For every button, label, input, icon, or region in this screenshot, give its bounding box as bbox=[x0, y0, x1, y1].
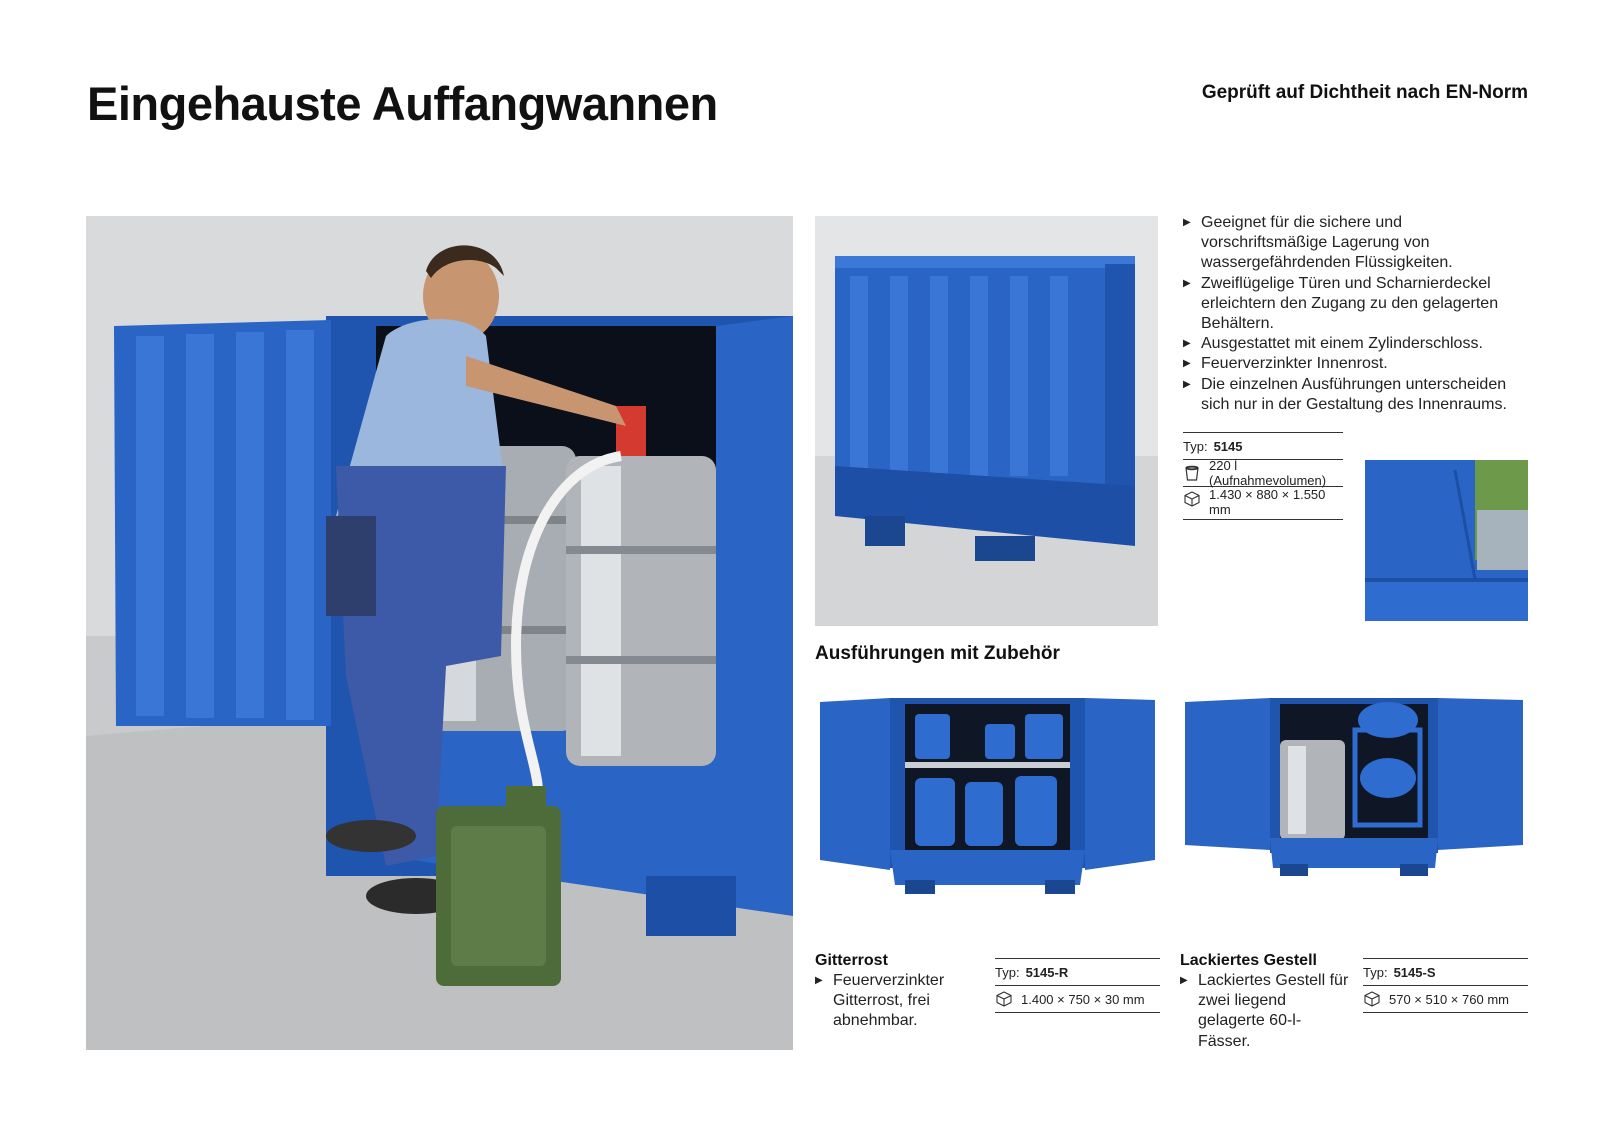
lid-detail-photo bbox=[1365, 460, 1528, 621]
spec-type-label: Typ: bbox=[1363, 964, 1388, 980]
variant-bullets bbox=[815, 971, 985, 1032]
variant-spec-gestell bbox=[1363, 958, 1528, 1013]
cube-icon bbox=[1363, 990, 1381, 1008]
feature-item: ▶ Zweiflügelige Türen und Scharnierdeckel erleichtern den Zugang zu den gelagerten Behältern. bbox=[1183, 274, 1528, 335]
spec-dimensions-value: 1.400 × 750 × 30 mm bbox=[1021, 991, 1145, 1007]
variant-photo-gestell bbox=[1180, 690, 1528, 908]
hero-photo bbox=[86, 216, 793, 1050]
spec-type-value: 5145-S bbox=[1393, 964, 1436, 980]
spec-volume-value: 220 l (Aufnahmevolumen) bbox=[1209, 458, 1327, 488]
variants-section-title: Ausführungen mit Zubehör bbox=[815, 643, 1060, 664]
variant-bullet: ▶ Feuerverzinkter Gitterrost, frei abnehmbar. bbox=[815, 971, 985, 1032]
spec-dimensions-row bbox=[995, 986, 1160, 1013]
variant-bullet: ▶ Lackiertes Gestell für zwei liegend gelagerte 60-l-Fässer. bbox=[1180, 971, 1350, 1052]
cube-icon bbox=[995, 990, 1013, 1008]
variant-photo-gitterrost bbox=[815, 690, 1160, 908]
variant-spec-gitterrost bbox=[995, 958, 1160, 1013]
spec-dimensions-value: 1.430 × 880 × 1.550 mm bbox=[1209, 487, 1326, 517]
variant-title: Gitterrost bbox=[815, 952, 888, 969]
spec-type-row bbox=[1363, 959, 1528, 986]
variant-gestell bbox=[1180, 952, 1350, 1052]
spec-type-row bbox=[995, 959, 1160, 986]
cabinet-photo bbox=[815, 216, 1158, 626]
variant-title: Lackiertes Gestell bbox=[1180, 952, 1317, 969]
spec-type-value: 5145 bbox=[1213, 438, 1243, 454]
spec-dimensions-value: 570 × 510 × 760 mm bbox=[1389, 991, 1509, 1007]
spec-volume-row bbox=[1183, 460, 1343, 487]
feature-item: ▶ Die einzelnen Ausführungen unterscheiden sich nur in der Gestaltung des Innenraums. bbox=[1183, 375, 1528, 415]
page-subtitle: Geprüft auf Dichtheit nach EN-Norm bbox=[1201, 82, 1528, 103]
variant-bullets bbox=[1180, 971, 1350, 1052]
spec-type-label: Typ: bbox=[1183, 438, 1208, 454]
feature-item: ▶ Feuerverzinkter Innenrost. bbox=[1183, 354, 1528, 374]
spec-dimensions-row bbox=[1183, 487, 1343, 520]
feature-list bbox=[1183, 213, 1528, 415]
spec-type-value: 5145-R bbox=[1025, 964, 1069, 980]
main-spec-table bbox=[1183, 432, 1343, 520]
feature-item: ▶ Ausgestattet mit einem Zylinderschloss. bbox=[1183, 334, 1528, 354]
spec-type-label: Typ: bbox=[995, 964, 1020, 980]
bucket-icon bbox=[1183, 464, 1201, 482]
feature-item: ▶ Geeignet für die sichere und vorschriftsmäßige Lagerung von wassergefährdenden Flüssigkeiten. bbox=[1183, 213, 1528, 274]
spec-dimensions-row bbox=[1363, 986, 1528, 1013]
spec-type-row bbox=[1183, 433, 1343, 460]
variant-gitterrost bbox=[815, 952, 985, 1032]
cube-icon bbox=[1183, 490, 1201, 508]
page-title: Eingehauste Auffangwannen bbox=[87, 77, 718, 130]
